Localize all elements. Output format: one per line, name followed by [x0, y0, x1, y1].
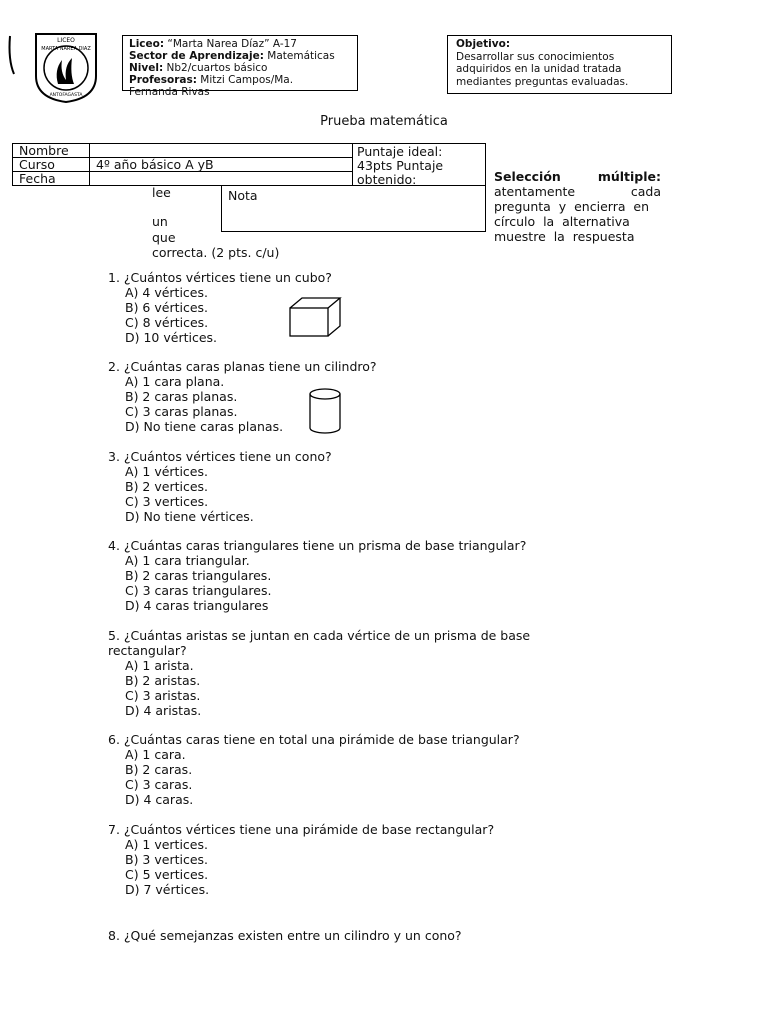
- date-label: Fecha: [13, 172, 90, 186]
- instruction-word-que: que: [152, 230, 176, 245]
- option-d[interactable]: D) 4 aristas.: [125, 703, 202, 718]
- question-text: 1. ¿Cuántos vértices tiene un cubo?: [108, 270, 332, 285]
- school-logo: [6, 30, 102, 104]
- question-7: [108, 822, 494, 897]
- grade-label: Nota: [228, 188, 258, 203]
- option-a[interactable]: A) 1 vertices.: [125, 837, 208, 852]
- option-b[interactable]: B) 3 vertices.: [125, 852, 209, 867]
- option-d[interactable]: D) 7 vértices.: [125, 882, 210, 897]
- option-a[interactable]: A) 1 arista.: [125, 658, 194, 673]
- score-line-2: 43pts Puntaje: [357, 158, 444, 173]
- option-c[interactable]: C) 3 aristas.: [125, 688, 201, 703]
- level-value: Nb2/cuartos básico: [166, 62, 268, 74]
- question-text: 3. ¿Cuántos vértices tiene un cono?: [108, 449, 332, 464]
- option-d[interactable]: D) 4 caras.: [125, 792, 194, 807]
- option-b[interactable]: B) 2 aristas.: [125, 673, 201, 688]
- option-a[interactable]: A) 1 cara.: [125, 747, 186, 762]
- instructions-block: [494, 169, 661, 244]
- cylinder-figure: [307, 386, 343, 440]
- option-a[interactable]: A) 1 vértices.: [125, 464, 208, 479]
- question-4: [108, 538, 526, 613]
- name-label: Nombre: [13, 144, 90, 158]
- score-box: [352, 143, 486, 186]
- option-d[interactable]: D) 4 caras triangulares: [125, 598, 269, 613]
- teachers-value: Mitzi Campos/Ma.: [200, 74, 294, 86]
- logo-text-top: LICEO: [57, 37, 75, 44]
- option-a[interactable]: A) 4 vértices.: [125, 285, 208, 300]
- question-text: 8. ¿Qué semejanzas existen entre un cilindro y un cono?: [108, 928, 462, 943]
- logo-text-ring: MARTA NAREA DIAZ: [41, 46, 91, 52]
- question-text: 4. ¿Cuántas caras triangulares tiene un prisma de base triangular?: [108, 538, 527, 553]
- option-a[interactable]: A) 1 cara plana.: [125, 374, 225, 389]
- option-c[interactable]: C) 5 vertices.: [125, 867, 209, 882]
- question-8: [108, 928, 462, 943]
- objective-label: Objetivo:: [456, 38, 511, 50]
- cube-figure: [286, 296, 346, 344]
- instruction-word-cada: cada: [630, 184, 661, 199]
- option-c[interactable]: C) 3 caras triangulares.: [125, 583, 272, 598]
- option-b[interactable]: B) 6 vértices.: [125, 300, 209, 315]
- option-a[interactable]: A) 1 cara triangular.: [125, 553, 250, 568]
- course-field[interactable]: 4º año básico A yB: [90, 158, 353, 172]
- name-field[interactable]: [90, 144, 353, 158]
- question-text-continued: rectangular?: [108, 643, 187, 658]
- option-b[interactable]: B) 2 caras planas.: [125, 389, 238, 404]
- option-c[interactable]: C) 8 vértices.: [125, 315, 209, 330]
- objective-line-3: mediantes preguntas evaluadas.: [456, 75, 629, 88]
- instruction-heading-a: Selección: [494, 169, 561, 184]
- school-label: Liceo:: [129, 38, 165, 50]
- option-d[interactable]: D) 10 vértices.: [125, 330, 218, 345]
- score-line-1: Puntaje ideal:: [357, 144, 443, 159]
- objective-line-1: Desarrollar sus conocimientos: [456, 50, 615, 63]
- subject-value: Matemáticas: [267, 50, 335, 62]
- instruction-line-2: pregunta y encierra en: [494, 199, 650, 214]
- teachers-value-2: Fernanda Rivas: [129, 86, 210, 98]
- instruction-line-5: correcta. (2 pts. c/u): [152, 245, 280, 260]
- date-field[interactable]: [90, 172, 353, 186]
- teachers-label: Profesoras:: [129, 74, 197, 86]
- option-c[interactable]: C) 3 caras planas.: [125, 404, 238, 419]
- question-text: 5. ¿Cuántas aristas se juntan en cada vértice de un prisma de base: [108, 628, 531, 643]
- school-info-box: [122, 35, 358, 98]
- question-text: 7. ¿Cuántos vértices tiene una pirámide de base rectangular?: [108, 822, 495, 837]
- question-5: [108, 628, 530, 718]
- objective-box: [447, 35, 672, 94]
- instruction-line-3: círculo la alternativa: [494, 214, 630, 229]
- school-value: “Marta Narea Díaz” A-17: [167, 38, 297, 50]
- objective-line-2: adquiridos en la unidad tratada: [456, 63, 622, 75]
- option-c[interactable]: C) 3 caras.: [125, 777, 193, 792]
- question-6: [108, 732, 520, 807]
- instruction-heading-b: múltiple:: [597, 169, 661, 184]
- question-text: 2. ¿Cuántas caras planas tiene un cilindro?: [108, 359, 377, 374]
- instruction-word-lee: lee: [152, 185, 171, 200]
- option-d[interactable]: D) No tiene caras planas.: [125, 419, 284, 434]
- instruction-word-atentamente: atentamente: [494, 184, 576, 199]
- level-label: Nivel:: [129, 62, 164, 74]
- subject-label: Sector de Aprendizaje:: [129, 50, 264, 62]
- page-title: Prueba matemática: [320, 114, 448, 129]
- option-c[interactable]: C) 3 vertices.: [125, 494, 209, 509]
- instruction-word-un: un: [152, 214, 168, 229]
- logo-text-bottom: ANTOFAGASTA: [49, 93, 83, 98]
- score-line-3: obtenido:: [357, 172, 417, 187]
- option-b[interactable]: B) 2 caras.: [125, 762, 193, 777]
- instruction-line-4: muestre la respuesta: [494, 229, 635, 244]
- student-info-table: [12, 143, 353, 186]
- option-b[interactable]: B) 2 vertices.: [125, 479, 209, 494]
- option-b[interactable]: B) 2 caras triangulares.: [125, 568, 272, 583]
- option-d[interactable]: D) No tiene vértices.: [125, 509, 254, 524]
- grade-box[interactable]: [221, 185, 486, 232]
- question-3: [108, 449, 332, 524]
- course-label: Curso: [13, 158, 90, 172]
- question-text: 6. ¿Cuántas caras tiene en total una pirámide de base triangular?: [108, 732, 520, 747]
